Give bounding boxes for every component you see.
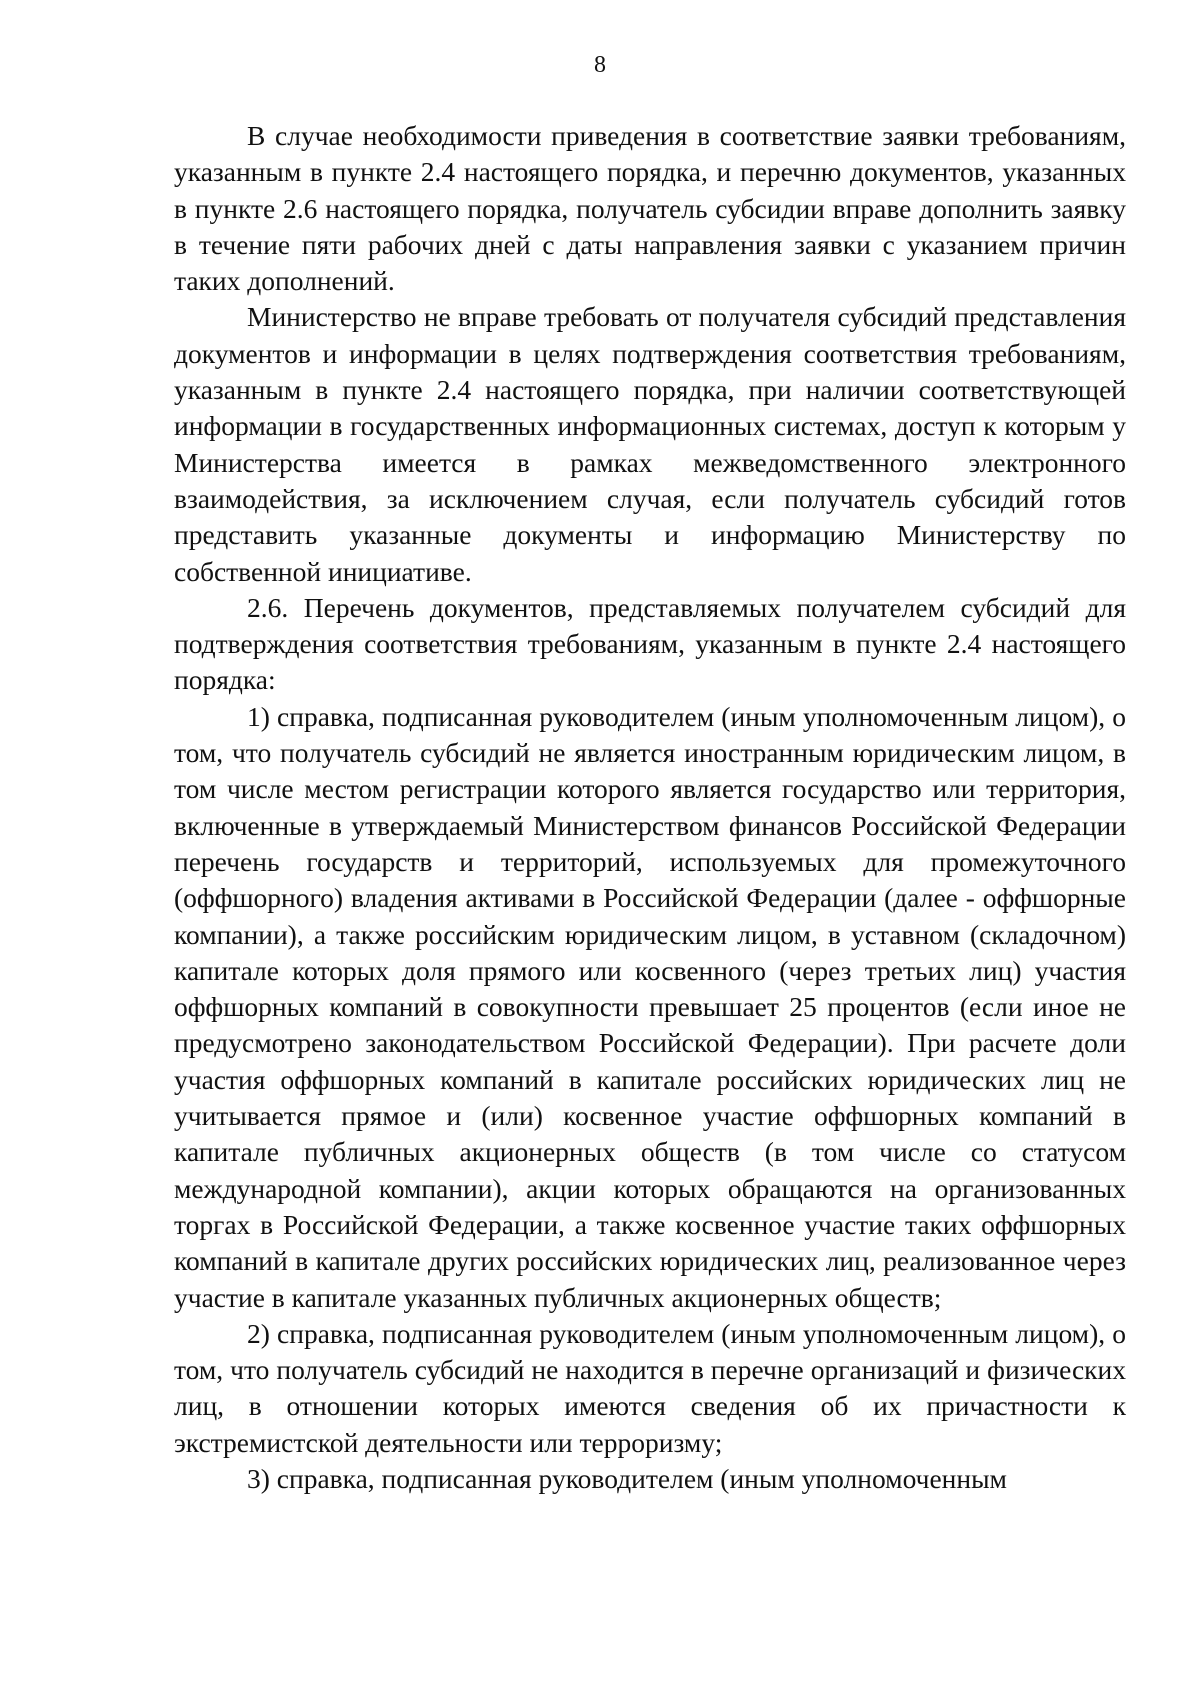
paragraph-ministry-restriction: Министерство не вправе требовать от получателя субсидий представления документов и информации в целях подтверждения соответствия требованиям, указанным в пункте 2.4 настоящего порядка, при наличии соответствующей информации в государственных информационных системах, доступ к которым у Министерства имеется в рамках межведомственного электронного взаимодействия, за исключением случая, если получатель субсидий готов представить указанные документы и информацию Министерству по собственной инициативе. bbox=[174, 301, 1126, 587]
list-item-3-certificate: 3) справка, подписанная руководителем (иным уполномоченным bbox=[247, 1462, 1007, 1494]
document-body bbox=[174, 118, 1126, 1497]
paragraph-supplement-application: В случае необходимости приведения в соответствие заявки требованиям, указанным в пункте 2.4 настоящего порядка, и перечню документов, указанных в пункте 2.6 настоящего порядка, получатель субсидии вправе дополнить заявку в течение пяти рабочих дней с даты направления заявки с указанием причин таких дополнений. bbox=[174, 120, 1126, 297]
paragraph-2-6-document-list: 2.6. Перечень документов, представляемых получателем субсидий для подтверждения соответствия требованиям, указанным в пункте 2.4 настоящего порядка: bbox=[174, 591, 1126, 696]
list-item-1-offshore-certificate: 1) справка, подписанная руководителем (иным уполномоченным лицом), о том, что получатель субсидий не является иностранным юридическим лицом, в том числе местом регистрации которого является государство или территория, включенные в утверждаемый Министерством финансов Российской Федерации перечень государств и территорий, используемых для промежуточного (оффшорного) владения активами в Российской Федерации (далее - оффшорные компании), а также российским юридическим лицом, в уставном (складочном) капитале которых доля прямого или косвенного (через третьих лиц) участия оффшорных компаний в совокупности превышает 25 процентов (если иное не предусмотрено законодательством Российской Федерации). При расчете доли участия оффшорных компаний в капитале российских юридических лиц не учитывается прямое и (или) косвенное участие оффшорных компаний в капитале публичных акционерных обществ (в том числе со статусом международной компании), акции которых обращаются на организованных торгах в Российской Федерации, а также косвенное участие таких оффшорных компаний в капитале других российских юридических лиц, реализованное через участие в капитале указанных публичных акционерных обществ; bbox=[174, 700, 1126, 1313]
list-item-2-extremism-certificate: 2) справка, подписанная руководителем (иным уполномоченным лицом), о том, что получатель субсидий не находится в перечне организаций и физических лиц, в отношении которых имеются сведения об их причастности к экстремистской деятельности или терроризму; bbox=[174, 1317, 1126, 1458]
page-number: 8 bbox=[594, 52, 606, 78]
